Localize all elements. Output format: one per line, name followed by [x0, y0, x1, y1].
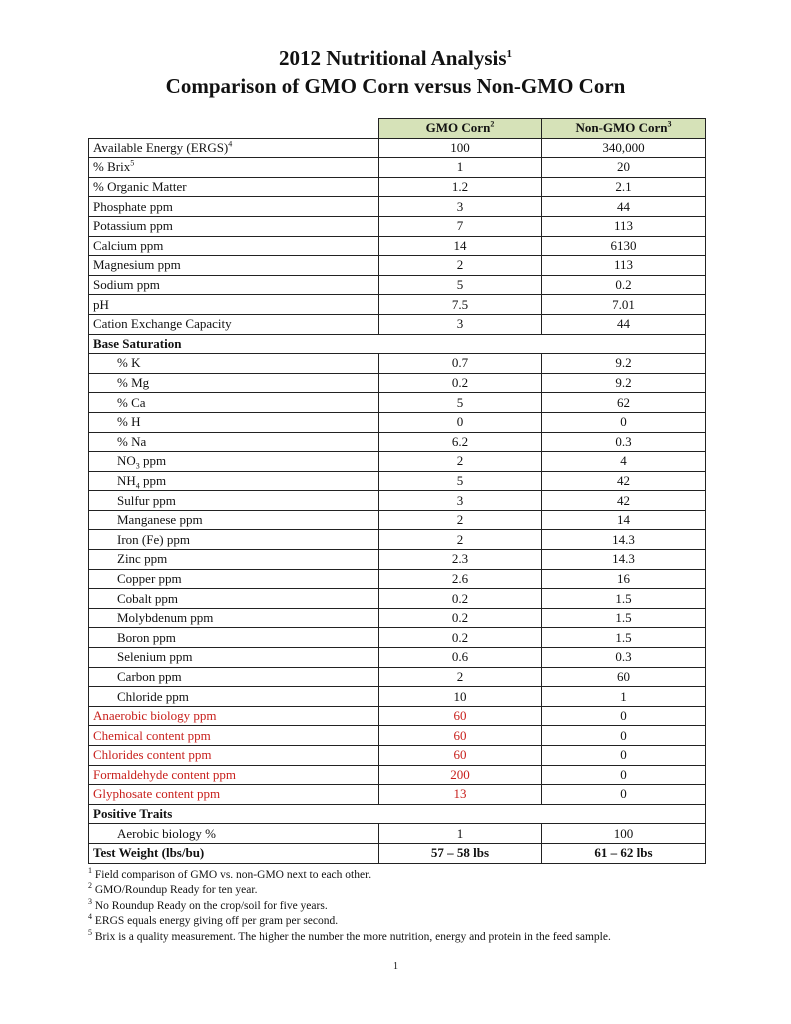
- gmo-value: 5: [379, 275, 542, 295]
- row-label-text: % H: [117, 414, 141, 430]
- footnote-text: ERGS equals energy giving off per gram per second.: [92, 915, 339, 928]
- table-row: [89, 785, 706, 805]
- row-label-text: Chloride ppm: [117, 688, 189, 704]
- non-gmo-value: 1.5: [542, 589, 706, 609]
- table-row: [89, 275, 706, 295]
- non-gmo-value: 42: [542, 491, 706, 511]
- table-row: [89, 667, 706, 687]
- footnotes: [88, 868, 728, 945]
- non-gmo-value: 0.3: [542, 648, 706, 668]
- title-line-2: Comparison of GMO Corn versus Non-GMO Corn: [165, 74, 626, 98]
- row-label-text: NH: [117, 472, 136, 488]
- gmo-value: 3: [379, 491, 542, 511]
- table-row: [89, 432, 706, 452]
- non-gmo-value: 44: [542, 197, 706, 217]
- row-label-text: Selenium ppm: [117, 649, 193, 665]
- row-label-text: Copper ppm: [117, 570, 182, 586]
- row-label: [89, 628, 379, 648]
- row-label: [89, 550, 379, 570]
- row-label: [89, 393, 379, 413]
- non-gmo-value: 2.1: [542, 177, 706, 197]
- non-gmo-value: 0: [542, 746, 706, 766]
- row-footnote-marker: 4: [228, 139, 233, 149]
- non-gmo-value: 0: [542, 412, 706, 432]
- row-label-text: Chemical content ppm: [93, 727, 211, 743]
- table-row: [89, 726, 706, 746]
- table-row: [89, 138, 706, 158]
- row-label: [89, 314, 379, 334]
- row-label: [89, 726, 379, 746]
- nutrition-table: [88, 118, 706, 864]
- header-gmo-footnote: 2: [490, 119, 495, 129]
- section-row: [89, 804, 706, 824]
- gmo-value: 3: [379, 197, 542, 217]
- footnote-number: 1: [88, 866, 92, 876]
- table-row: [89, 412, 706, 432]
- row-label-text: Manganese ppm: [117, 512, 203, 528]
- gmo-value: 2: [379, 667, 542, 687]
- gmo-value: 2.6: [379, 569, 542, 589]
- table-body: [89, 138, 706, 863]
- row-label: [89, 256, 379, 276]
- row-label-text: Available Energy (ERGS): [93, 139, 229, 155]
- title-footnote-marker: 1: [506, 48, 513, 60]
- non-gmo-value: 0: [542, 785, 706, 805]
- table-row: [89, 236, 706, 256]
- table-row: [89, 706, 706, 726]
- header-blank-cell: [89, 119, 379, 139]
- table-row: [89, 550, 706, 570]
- footnote-number: 2: [88, 881, 92, 891]
- row-label: [89, 648, 379, 668]
- table-row: [89, 530, 706, 550]
- gmo-value: 0.7: [379, 354, 542, 374]
- gmo-value: 1.2: [379, 177, 542, 197]
- gmo-value: 60: [379, 746, 542, 766]
- row-label: [89, 452, 379, 472]
- table-row: [89, 843, 706, 863]
- row-label-text: % Mg: [117, 375, 150, 391]
- row-label: [89, 843, 379, 863]
- header-non-gmo-corn: [542, 119, 706, 139]
- row-label: [89, 530, 379, 550]
- header-non-gmo-label: Non-GMO Corn: [575, 120, 668, 136]
- row-label: [89, 412, 379, 432]
- non-gmo-value: 9.2: [542, 354, 706, 374]
- non-gmo-value: 60: [542, 667, 706, 687]
- gmo-value: 2: [379, 452, 542, 472]
- page-number: 1: [393, 961, 398, 972]
- footnote-item: [88, 883, 728, 898]
- row-footnote-marker: 5: [130, 159, 135, 169]
- non-gmo-value: 44: [542, 314, 706, 334]
- gmo-value: 2: [379, 530, 542, 550]
- table-row: [89, 295, 706, 315]
- row-label-subscript: 3: [135, 461, 140, 471]
- non-gmo-value: 14.3: [542, 530, 706, 550]
- row-label-text: Positive Traits: [93, 806, 173, 822]
- header-non-gmo-footnote: 3: [667, 119, 672, 129]
- table-row: [89, 687, 706, 707]
- row-label: [89, 510, 379, 530]
- gmo-value: 60: [379, 726, 542, 746]
- gmo-value: 6.2: [379, 432, 542, 452]
- table-row: [89, 510, 706, 530]
- gmo-value: 10: [379, 687, 542, 707]
- section-empty-cell: [379, 804, 706, 824]
- footnote-text: GMO/Roundup Ready for ten year.: [92, 884, 258, 897]
- table-row: [89, 608, 706, 628]
- non-gmo-value: 4: [542, 452, 706, 472]
- row-label-text: Magnesium ppm: [93, 257, 181, 273]
- page-title: [0, 44, 791, 100]
- non-gmo-value: 7.01: [542, 295, 706, 315]
- row-label-text: Anaerobic biology ppm: [93, 708, 217, 724]
- gmo-value: 14: [379, 236, 542, 256]
- row-label: [89, 432, 379, 452]
- table-row: [89, 256, 706, 276]
- row-label: [89, 216, 379, 236]
- row-label: [89, 765, 379, 785]
- non-gmo-value: 14: [542, 510, 706, 530]
- gmo-value: 5: [379, 393, 542, 413]
- table-row: [89, 628, 706, 648]
- row-label-text: Chlorides content ppm: [93, 747, 212, 763]
- row-label-subscript: 4: [135, 481, 140, 491]
- row-label: [89, 471, 379, 491]
- non-gmo-value: 340,000: [542, 138, 706, 158]
- gmo-value: 60: [379, 706, 542, 726]
- non-gmo-value: 16: [542, 569, 706, 589]
- table-row: [89, 471, 706, 491]
- header-gmo-label: GMO Corn: [425, 120, 491, 136]
- row-label: [89, 746, 379, 766]
- row-label: [89, 824, 379, 844]
- row-label-text: Aerobic biology %: [117, 825, 216, 841]
- row-label-text: Glyphosate content ppm: [93, 786, 221, 802]
- row-label: [89, 197, 379, 217]
- gmo-value: 100: [379, 138, 542, 158]
- footnote-item: [88, 868, 728, 883]
- table-row: [89, 648, 706, 668]
- footnote-number: 5: [88, 927, 92, 937]
- gmo-value: 7: [379, 216, 542, 236]
- gmo-value: 0.2: [379, 628, 542, 648]
- gmo-value: 2: [379, 256, 542, 276]
- non-gmo-value: 42: [542, 471, 706, 491]
- table-row: [89, 158, 706, 178]
- row-label-text: % Na: [117, 433, 147, 449]
- row-label: [89, 354, 379, 374]
- non-gmo-value: 1.5: [542, 608, 706, 628]
- table-row: [89, 177, 706, 197]
- row-label-text: NO: [117, 453, 136, 469]
- table-row: [89, 746, 706, 766]
- row-label: [89, 804, 379, 824]
- gmo-value: 0.2: [379, 589, 542, 609]
- row-label: [89, 491, 379, 511]
- gmo-value: 57 – 58 lbs: [379, 843, 542, 863]
- non-gmo-value: 0: [542, 765, 706, 785]
- row-label: [89, 687, 379, 707]
- table-row: [89, 197, 706, 217]
- footnote-text: Brix is a quality measurement. The higher the number the more nutrition, energy and protein in the feed sample.: [92, 930, 611, 943]
- row-label-suffix: ppm: [139, 453, 167, 469]
- gmo-value: 1: [379, 158, 542, 178]
- row-label-text: Base Saturation: [93, 335, 182, 351]
- row-label-text: Test Weight (lbs/bu): [93, 845, 205, 861]
- row-label: [89, 138, 379, 158]
- table-row: [89, 765, 706, 785]
- section-empty-cell: [379, 334, 706, 354]
- row-label-text: Carbon ppm: [117, 668, 182, 684]
- row-label-text: Cation Exchange Capacity: [93, 316, 232, 332]
- row-label-text: % K: [117, 355, 141, 371]
- row-label: [89, 706, 379, 726]
- row-label-text: Potassium ppm: [93, 218, 173, 234]
- gmo-value: 3: [379, 314, 542, 334]
- row-label-text: Phosphate ppm: [93, 198, 173, 214]
- row-label-text: % Brix: [93, 159, 131, 175]
- table-row: [89, 393, 706, 413]
- gmo-value: 0.6: [379, 648, 542, 668]
- row-label-suffix: ppm: [139, 472, 167, 488]
- gmo-value: 200: [379, 765, 542, 785]
- row-label: [89, 667, 379, 687]
- table-row: [89, 314, 706, 334]
- section-row: [89, 334, 706, 354]
- non-gmo-value: 1: [542, 687, 706, 707]
- table-row: [89, 373, 706, 393]
- header-gmo-corn: [379, 119, 542, 139]
- row-label: [89, 275, 379, 295]
- table-row: [89, 569, 706, 589]
- row-label-text: Zinc ppm: [117, 551, 168, 567]
- footnote-text: Field comparison of GMO vs. non-GMO next to each other.: [92, 869, 372, 881]
- row-label-text: Iron (Fe) ppm: [117, 531, 190, 547]
- table-row: [89, 491, 706, 511]
- row-label-text: Molybdenum ppm: [117, 610, 214, 626]
- non-gmo-value: 113: [542, 256, 706, 276]
- row-label: [89, 589, 379, 609]
- row-label-text: Cobalt ppm: [117, 590, 179, 606]
- footnote-item: [88, 914, 728, 929]
- table-row: [89, 824, 706, 844]
- non-gmo-value: 113: [542, 216, 706, 236]
- non-gmo-value: 9.2: [542, 373, 706, 393]
- row-label: [89, 373, 379, 393]
- table-row: [89, 354, 706, 374]
- non-gmo-value: 62: [542, 393, 706, 413]
- row-label-text: Sulfur ppm: [117, 492, 176, 508]
- row-label-text: pH: [93, 296, 109, 312]
- row-label-text: Calcium ppm: [93, 237, 164, 253]
- gmo-value: 0.2: [379, 373, 542, 393]
- row-label: [89, 295, 379, 315]
- non-gmo-value: 14.3: [542, 550, 706, 570]
- non-gmo-value: 0.2: [542, 275, 706, 295]
- non-gmo-value: 20: [542, 158, 706, 178]
- non-gmo-value: 1.5: [542, 628, 706, 648]
- non-gmo-value: 61 – 62 lbs: [542, 843, 706, 863]
- row-label-text: Boron ppm: [117, 629, 176, 645]
- gmo-value: 0.2: [379, 608, 542, 628]
- table-header-row: [89, 119, 706, 139]
- gmo-value: 7.5: [379, 295, 542, 315]
- row-label-text: Formaldehyde content ppm: [93, 766, 236, 782]
- footnote-number: 4: [88, 912, 92, 922]
- gmo-value: 2.3: [379, 550, 542, 570]
- non-gmo-value: 0.3: [542, 432, 706, 452]
- gmo-value: 13: [379, 785, 542, 805]
- gmo-value: 2: [379, 510, 542, 530]
- row-label: [89, 608, 379, 628]
- title-line-1-text: 2012 Nutritional Analysis: [278, 46, 507, 70]
- footnote-text: No Roundup Ready on the crop/soil for five years.: [92, 899, 328, 912]
- non-gmo-value: 0: [542, 726, 706, 746]
- gmo-value: 1: [379, 824, 542, 844]
- table-row: [89, 452, 706, 472]
- non-gmo-value: 0: [542, 706, 706, 726]
- row-label: [89, 236, 379, 256]
- footnote-number: 3: [88, 896, 92, 906]
- row-label: [89, 569, 379, 589]
- non-gmo-value: 6130: [542, 236, 706, 256]
- gmo-value: 5: [379, 471, 542, 491]
- row-label-text: Sodium ppm: [93, 277, 160, 293]
- title-line-1: [0, 44, 791, 72]
- row-label: [89, 177, 379, 197]
- footnote-item: [88, 927, 728, 945]
- row-label: [89, 785, 379, 805]
- non-gmo-value: 100: [542, 824, 706, 844]
- row-label-text: % Ca: [117, 394, 146, 410]
- table-row: [89, 216, 706, 236]
- footnote-item: [88, 896, 728, 914]
- row-label: [89, 158, 379, 178]
- gmo-value: 0: [379, 412, 542, 432]
- row-label: [89, 334, 379, 354]
- table-row: [89, 589, 706, 609]
- row-label-text: % Organic Matter: [93, 179, 187, 195]
